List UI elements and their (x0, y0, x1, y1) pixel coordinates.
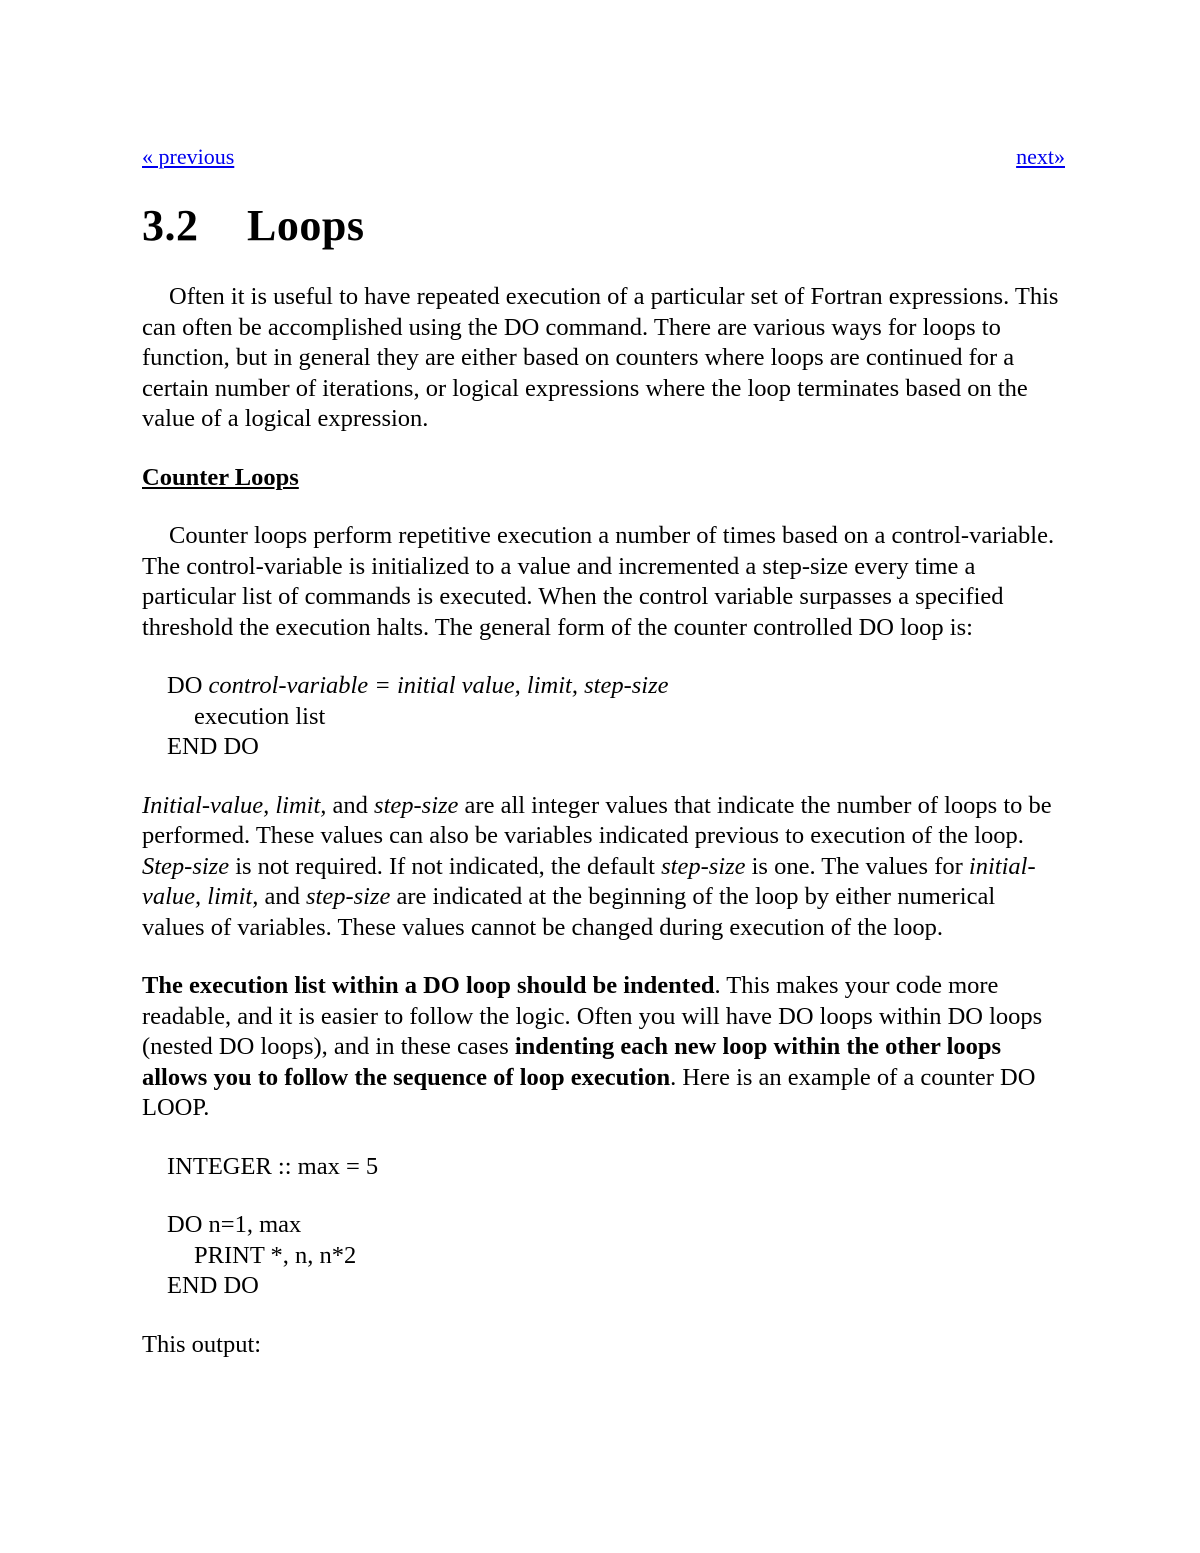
example-end-line: END DO (167, 1272, 259, 1299)
intro-paragraph: Often it is useful to have repeated execution of a particular set of Fortran expressions. This can often be accomplished using the DO command. There are various ways for loops to function, but in general they are either based on counters where loops are continued for a certain number of iterations, or logical expressions where the loop terminates based on the value of a logical expression. (142, 283, 1059, 432)
counter-loops-paragraph: Counter loops perform repetitive execution a number of times based on a control-variable. The control-variable is initialized to a value and incremented a step-size every time a particular list of commands is executed. When the control variable surpasses a specified threshold the execution halts. The general form of the counter controlled DO loop is: (142, 522, 1055, 641)
indentation-paragraph: The execution list within a DO loop should be indented. This makes your code more readable, and it is easier to follow the logic. Often you will have DO loops within DO loops (nested DO loops), and in these cases indenting each new loop within the other loops allows you to follow the sequence of loop execution. Here is an example of a counter DO LOOP. (142, 972, 1043, 1121)
section-title: Loops (247, 201, 365, 250)
general-form-do-line: DO control-variable = initial value, limit, step-size (167, 672, 669, 699)
previous-link[interactable]: « previous (142, 144, 235, 169)
document-page (142, 142, 1065, 1360)
next-link[interactable]: next» (1016, 144, 1065, 169)
example-do-line: DO n=1, max (167, 1211, 302, 1238)
counter-loops-heading: Counter Loops (142, 463, 299, 491)
example-declaration: INTEGER :: max = 5 (167, 1152, 379, 1180)
parameters-paragraph: Initial-value, limit, and step-size are all integer values that indicate the number of loops to be performed. These values can also be variables indicated previous to execution of the loop. Step-size is not required. If not indicated, the default step-size is one. The values for initial-value, limit, and step-size are indicated at the beginning of the loop by either numerical values of variables. These values cannot be changed during execution of the loop. (142, 791, 1052, 941)
general-form-body: execution list (194, 702, 326, 730)
example-print-line: PRINT *, n, n*2 (194, 1241, 357, 1269)
general-form-code (167, 671, 1062, 763)
general-form-args: control-variable = initial value, limit, step-size (208, 672, 669, 699)
example-code (167, 1152, 1062, 1302)
page-navigation (142, 142, 1065, 172)
general-form-end: END DO (167, 733, 259, 760)
page-title (142, 200, 1062, 252)
output-label: This output: (142, 1330, 262, 1358)
section-number: 3.2 (142, 201, 199, 250)
